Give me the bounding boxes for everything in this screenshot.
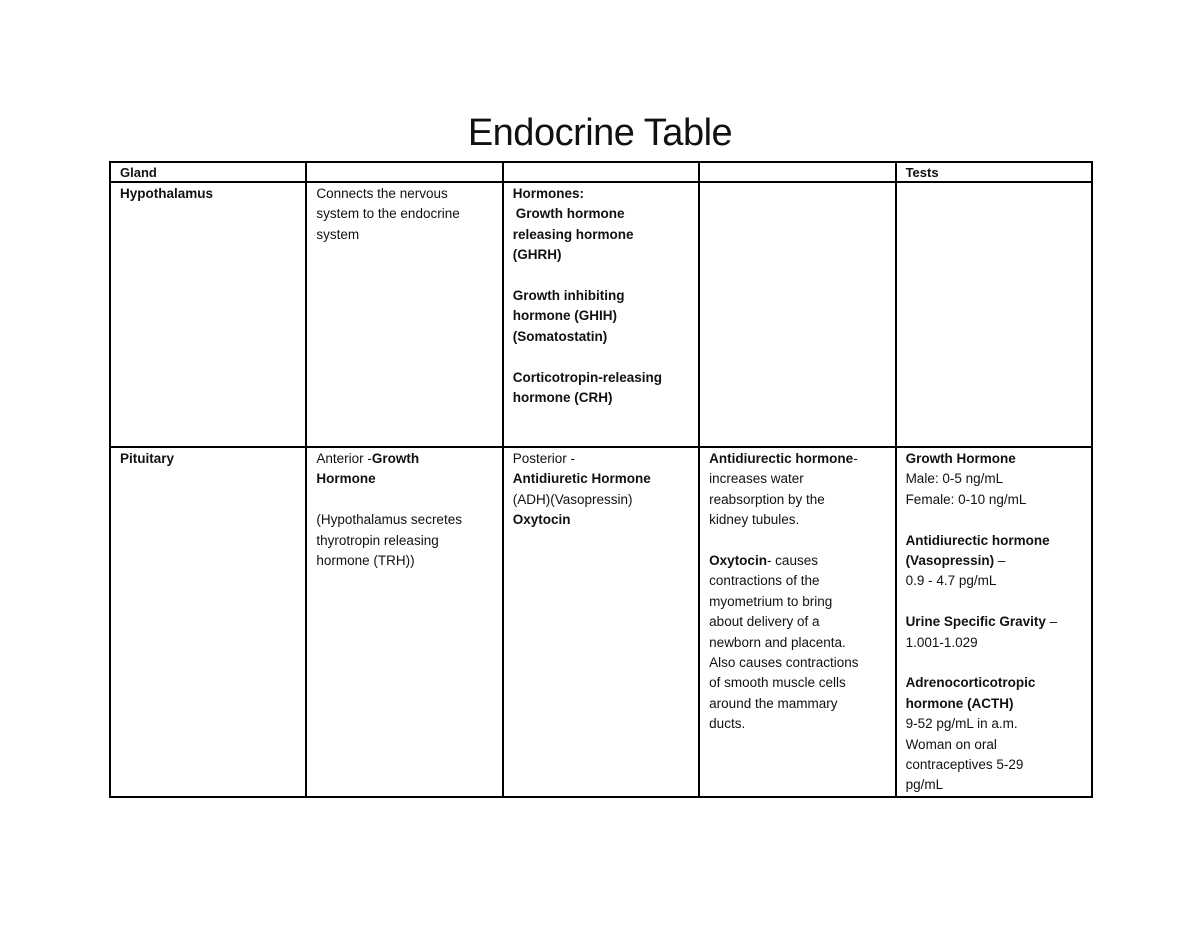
text-span: –: [994, 553, 1006, 569]
gland-cell: Hypothalamus: [110, 182, 306, 447]
text-span: Oxytocin: [709, 553, 767, 569]
header-cell-tests: Tests: [896, 162, 1092, 182]
text-line: hormone (ACTH): [905, 695, 1014, 711]
text-line: Posterior -: [512, 451, 576, 466]
tests-cell: [896, 182, 1092, 447]
text-line: 9-52 pg/mL in a.m.: [905, 716, 1018, 732]
spacer: [316, 490, 493, 510]
text-line: Oxytocin: [512, 512, 571, 528]
text-span: - causes: [766, 553, 818, 569]
text-line: Growth inhibiting: [512, 288, 625, 304]
header-cell-4: [699, 162, 895, 182]
spacer: [513, 266, 690, 286]
text-line: system to the endocrine: [316, 206, 460, 222]
text-span: –: [1045, 614, 1058, 630]
text-line: hormone (TRH)): [316, 553, 415, 569]
text-line: Corticotropin-releasing: [512, 369, 663, 385]
text-line: contractions of the: [709, 573, 820, 589]
spacer: [906, 653, 1083, 673]
function-cell: [699, 447, 895, 797]
text-line: Adrenocorticotropic: [905, 675, 1036, 691]
text-span: Growth: [371, 451, 420, 466]
text-span: Antidiurectic hormone: [709, 451, 854, 466]
text-line: hormone (CRH): [512, 390, 613, 406]
text-line: Antidiuretic Hormone: [512, 471, 651, 487]
header-cell-2: [306, 162, 502, 182]
text-line: [316, 449, 493, 469]
text-line: 1.001-1.029: [905, 634, 978, 650]
text-line: Also causes contractions: [709, 655, 859, 671]
text-span: Anterior -: [316, 451, 372, 466]
gland-cell: Pituitary: [110, 447, 306, 797]
text-line: Connects the nervous: [316, 186, 448, 201]
table-row: [110, 182, 1092, 447]
text-line: Antidiurectic hormone: [905, 532, 1050, 548]
text-line: 0.9 - 4.7 pg/mL: [905, 573, 997, 589]
text-line: (GHRH): [512, 247, 562, 263]
table-header-row: [110, 162, 1092, 182]
header-cell-3: [503, 162, 699, 182]
text-line: releasing hormone: [512, 226, 634, 242]
endocrine-table: [109, 161, 1093, 798]
text-line: (Somatostatin): [512, 328, 608, 344]
text-line: Woman on oral: [905, 736, 997, 752]
text-line: (Hypothalamus secretes: [316, 512, 462, 528]
text-line: of smooth muscle cells: [709, 675, 846, 691]
text-line: myometrium to bring: [709, 593, 833, 609]
spacer: [709, 531, 886, 551]
description-cell: [306, 447, 502, 797]
text-line: around the mammary: [709, 695, 838, 711]
text-line: Female: 0-10 ng/mL: [905, 491, 1027, 507]
hormones-cell: [503, 447, 699, 797]
text-span: -: [853, 451, 858, 466]
text-line: reabsorption by the: [709, 491, 825, 507]
spacer: [906, 510, 1083, 530]
spacer: [906, 592, 1083, 612]
text-line: [709, 449, 886, 469]
page-title: Endocrine Table: [467, 112, 733, 154]
text-line: Male: 0-5 ng/mL: [905, 471, 1004, 487]
text-line: (ADH)(Vasopressin): [512, 491, 633, 507]
text-span: (Vasopressin): [905, 553, 995, 569]
text-line: Hormone: [316, 471, 376, 487]
text-line: ducts.: [709, 716, 746, 732]
text-span: Urine Specific Gravity: [905, 614, 1046, 630]
text-line: [709, 551, 886, 571]
text-line: pg/mL: [905, 777, 944, 793]
text-line: newborn and placenta.: [709, 634, 846, 650]
text-line: [906, 551, 1083, 571]
description-cell: [306, 182, 502, 447]
text-line: hormone (GHIH): [512, 308, 618, 324]
text-line: increases water: [709, 471, 804, 487]
text-line: thyrotropin releasing: [316, 532, 439, 548]
spacer: [513, 347, 690, 367]
text-line: contraceptives 5-29: [905, 757, 1024, 773]
empty-cell: [699, 182, 895, 447]
hormones-cell: [503, 182, 699, 447]
header-cell-gland: Gland: [110, 162, 306, 182]
hormones-label: Hormones:: [512, 186, 585, 201]
text-line: Growth Hormone: [905, 451, 1016, 466]
text-line: kidney tubules.: [709, 512, 800, 528]
text-line: about delivery of a: [709, 614, 820, 630]
text-line: system: [316, 226, 360, 242]
text-line: [906, 612, 1083, 632]
tests-cell: [896, 447, 1092, 797]
text-line: Growth hormone: [515, 206, 625, 222]
table-row: [110, 447, 1092, 797]
